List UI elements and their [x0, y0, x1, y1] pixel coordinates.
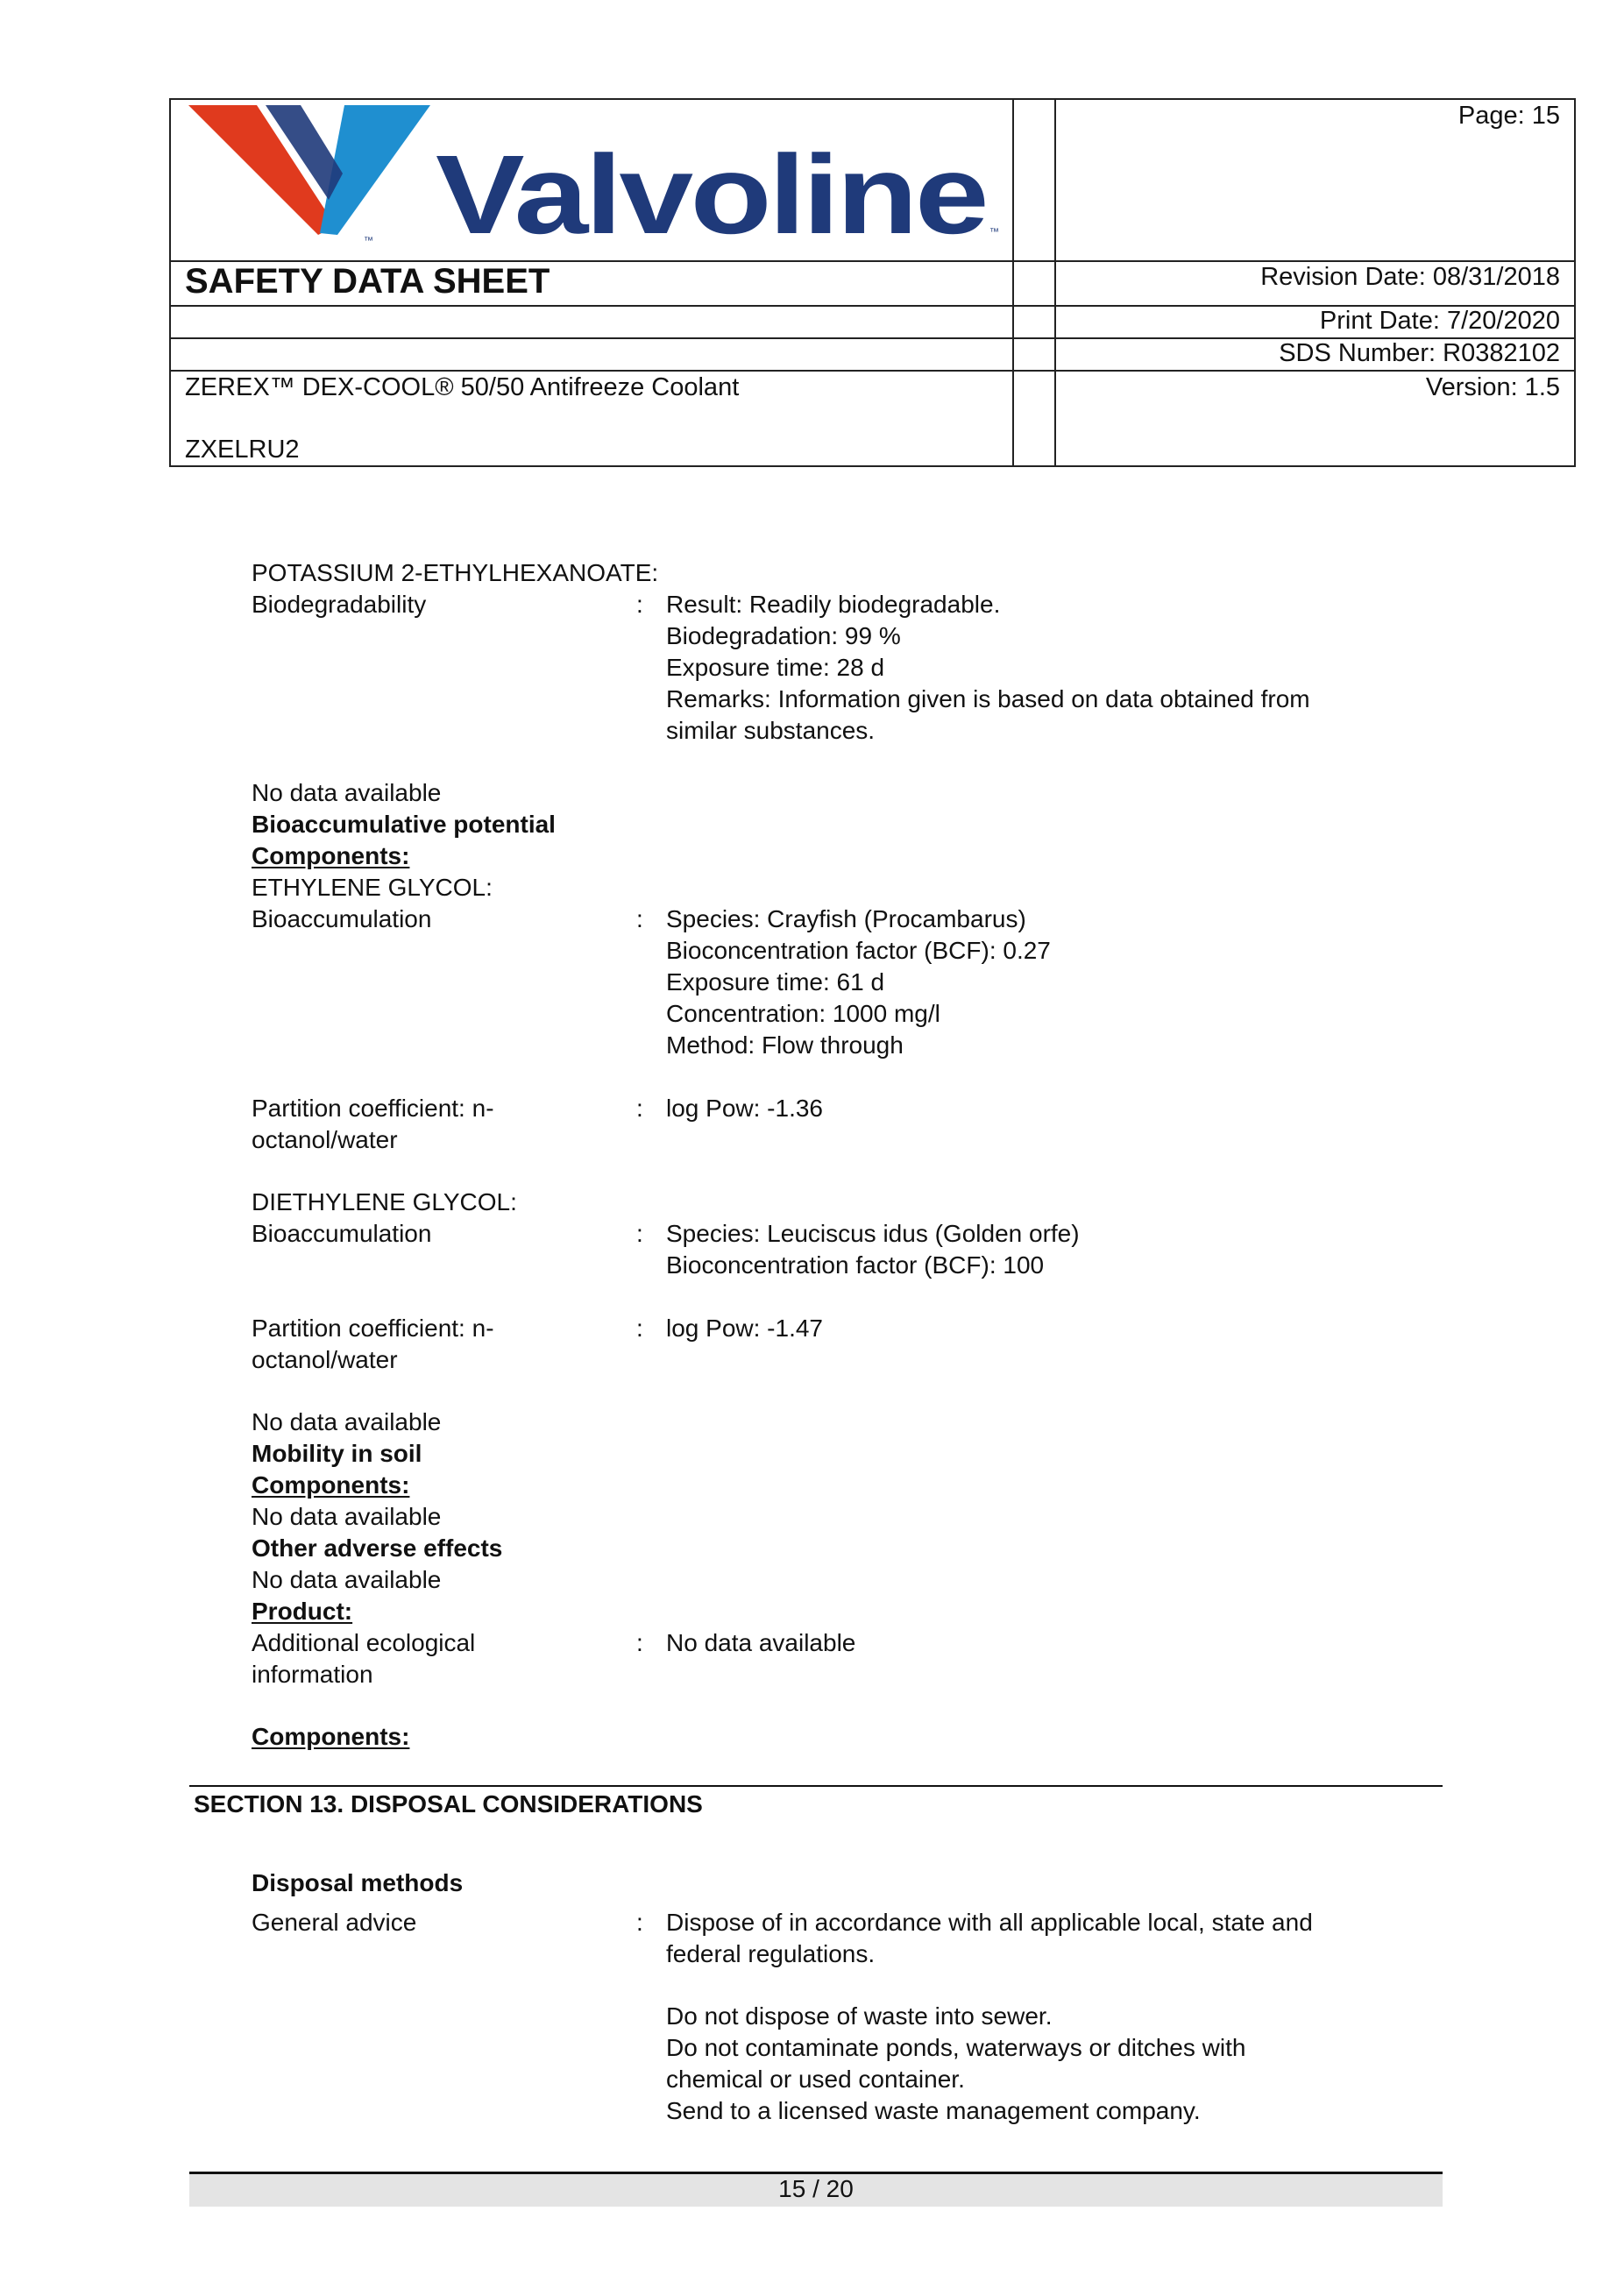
no-data-text: No data available: [252, 1503, 442, 1530]
components-heading: Components:: [252, 1471, 410, 1499]
partition-value: log Pow: -1.47: [666, 1315, 823, 1342]
colon: :: [636, 591, 643, 618]
logo-wordmark: Valvoline: [436, 132, 986, 252]
header-rule: [171, 370, 1574, 372]
doc-title: SAFETY DATA SHEET: [185, 262, 550, 301]
print-date: Print Date: 7/20/2020: [1319, 307, 1560, 335]
partition-label: Partition coefficient: n-: [252, 1095, 494, 1122]
bioaccumulative-heading: Bioaccumulative potential: [252, 811, 556, 838]
biodeg-line: similar substances.: [666, 717, 876, 744]
header-box: [169, 98, 1576, 467]
components-heading: Components:: [252, 842, 410, 869]
revision-date: Revision Date: 08/31/2018: [1260, 263, 1560, 291]
general-advice-line: Do not contaminate ponds, waterways or ditches with: [666, 2034, 1246, 2061]
partition-label: octanol/water: [252, 1346, 398, 1373]
partition-label: Partition coefficient: n-: [252, 1315, 494, 1342]
no-data-text: No data available: [252, 1408, 442, 1435]
colon: :: [636, 1220, 643, 1247]
bioaccumulation-label: Bioaccumulation: [252, 905, 432, 932]
product-name: ZEREX™ DEX-COOL® 50/50 Antifreeze Coolant: [185, 373, 740, 401]
colon: :: [636, 1095, 643, 1122]
general-advice-line: Do not dispose of waste into sewer.: [666, 2002, 1053, 2030]
potassium-heading: POTASSIUM 2-ETHYLHEXANOATE:: [252, 559, 659, 586]
diethylene-heading: DIETHYLENE GLYCOL:: [252, 1188, 517, 1215]
diethylene-line: Species: Leuciscus idus (Golden orfe): [666, 1220, 1080, 1247]
colon: :: [636, 905, 643, 932]
general-advice-label: General advice: [252, 1909, 417, 1936]
diethylene-line: Bioconcentration factor (BCF): 100: [666, 1251, 1045, 1279]
disposal-heading: Disposal methods: [252, 1869, 464, 1896]
additional-label: information: [252, 1661, 373, 1688]
version: Version: 1.5: [1425, 373, 1560, 401]
header-divider: [1054, 100, 1056, 465]
page-label: Page: 15: [1457, 102, 1560, 130]
ethylene-line: Bioconcentration factor (BCF): 0.27: [666, 937, 1051, 964]
section-rule: [189, 1785, 1443, 1787]
header-divider: [1012, 100, 1014, 465]
components-heading: Components:: [252, 1723, 410, 1750]
ethylene-line: Concentration: 1000 mg/l: [666, 1000, 940, 1027]
general-advice-line: Dispose of in accordance with all applicable local, state and: [666, 1909, 1313, 1936]
section-13-title: SECTION 13. DISPOSAL CONSIDERATIONS: [194, 1790, 703, 1818]
ethylene-line: Exposure time: 61 d: [666, 968, 885, 996]
ethylene-line: Method: Flow through: [666, 1031, 904, 1059]
biodeg-line: Result: Readily biodegradable.: [666, 591, 1001, 618]
biodeg-line: Remarks: Information given is based on data obtained from: [666, 685, 1310, 712]
biodeg-line: Biodegradation: 99 %: [666, 622, 901, 649]
biodegradability-label: Biodegradability: [252, 591, 427, 618]
no-data-text: No data available: [252, 779, 442, 806]
general-advice-line: federal regulations.: [666, 1940, 876, 1967]
page-counter: 15 / 20: [778, 2175, 854, 2202]
product-code: ZXELRU2: [185, 436, 300, 464]
product-heading: Product:: [252, 1598, 353, 1625]
partition-label: octanol/water: [252, 1126, 398, 1153]
additional-label: Additional ecological: [252, 1629, 476, 1656]
general-advice-line: chemical or used container.: [666, 2066, 965, 2093]
mobility-heading: Mobility in soil: [252, 1440, 422, 1467]
no-data-text: No data available: [252, 1566, 442, 1593]
logo-tm-right: ™: [989, 227, 999, 237]
biodeg-line: Exposure time: 28 d: [666, 654, 885, 681]
other-effects-heading: Other adverse effects: [252, 1534, 503, 1562]
colon: :: [636, 1629, 643, 1656]
colon: :: [636, 1315, 643, 1342]
sds-number: SDS Number: R0382102: [1279, 339, 1560, 367]
additional-value: No data available: [666, 1629, 856, 1656]
valvoline-logo: [188, 103, 1003, 252]
ethylene-line: Species: Crayfish (Procambarus): [666, 905, 1026, 932]
bioaccumulation-label: Bioaccumulation: [252, 1220, 432, 1247]
logo-tm-left: ™: [364, 236, 373, 246]
partition-value: log Pow: -1.36: [666, 1095, 823, 1122]
colon: :: [636, 1909, 643, 1936]
footer-bar: [189, 2172, 1443, 2207]
general-advice-line: Send to a licensed waste management company.: [666, 2097, 1201, 2124]
ethylene-heading: ETHYLENE GLYCOL:: [252, 874, 493, 901]
